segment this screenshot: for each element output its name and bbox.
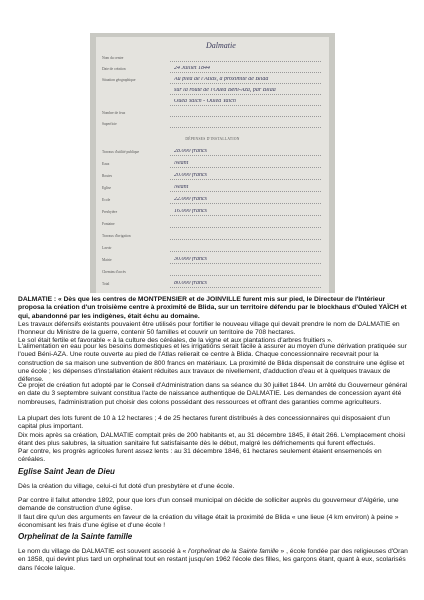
card-info-handwritten-value: sur la route de l'Oued Béni-Aza, par Blida [174, 88, 276, 92]
card-expense-row [96, 183, 329, 195]
card-expense-handwritten-value: 22.000 francs [174, 197, 207, 201]
card-expense-handwritten-value: 28.000 francs [174, 149, 207, 153]
orphanage-text-a: Le nom du village de DALMATIE est souvent associé à « [18, 548, 189, 555]
card-expense-row [96, 255, 329, 267]
card-expense-row [96, 147, 329, 159]
card-expense-handwritten-value: Néant [174, 185, 189, 189]
archive-card [96, 37, 329, 293]
lots-text: La plupart des lots furent de 10 à 12 hectares ; 4 de 25 hectares furent distribués à des concessionnaires qui disposaient d'un capital plus important. [18, 415, 390, 431]
card-expense-row [96, 159, 329, 171]
card-expense-label: Eaux [102, 162, 110, 166]
card-expense-label: Presbytère [102, 210, 118, 214]
paragraph-lots [18, 415, 408, 465]
card-expense-dotted-line [170, 239, 321, 240]
card-expense-dotted-line [170, 263, 321, 264]
card-expense-dotted-line [170, 251, 321, 252]
orphanage-name: l'orphelinat de la Sainte famille [188, 548, 279, 555]
church-text: Par contre il fallut attendre 1892, pour que lors d'un conseil municipal on décide de solliciter auprès du gouverneur d'Algérie, une demande de construction d'une église. [18, 497, 399, 513]
card-expense-dotted-line [170, 275, 321, 276]
card-expense-dotted-line [170, 287, 321, 288]
paragraph-orphanage [18, 548, 408, 573]
card-expense-dotted-line [170, 155, 321, 156]
card-info-label: Nombre de feux [102, 111, 126, 115]
card-info-dotted-line [170, 127, 321, 128]
intro-text-2: Les travaux défensifs existants pouvaient être utilisés pour fortifier le nouveau village qui devait prendre le nom de DALMATIE en l'honneur du Ministre de la guerre, contenir 50 familles et couvrir un territoire de 708 hectares. [18, 320, 400, 337]
card-info-dotted-line [170, 105, 321, 106]
card-expense-row [96, 195, 329, 207]
card-expense-dotted-line [170, 227, 321, 228]
card-info-dotted-line [170, 83, 321, 84]
heading-church: Eglise Saint Jean de Dieu [18, 467, 115, 476]
card-info-handwritten-value: 24 Juillet 1844 [174, 66, 210, 70]
card-expense-handwritten-value: 30.000 francs [174, 257, 207, 261]
card-expense-dotted-line [170, 191, 321, 192]
card-expense-label: Fontaine [102, 222, 115, 226]
card-expense-row [96, 231, 329, 243]
card-info-handwritten-value: Oued Yaïch - Ouled Yaïch [174, 99, 236, 103]
card-section-heading: DÉPENSES D'INSTALLATION [185, 137, 240, 141]
card-expense-dotted-line [170, 167, 321, 168]
orphanage-text-b: » , école fondée par des religieuses d'Oran en 1858, qui devint plus tard un orphelinat tout en restant jusqu'en 1962 l'école des filles, les garçons étant, quant à eux, scolarisés dans l'école laïque. [18, 548, 408, 572]
card-expense-label: Total [102, 282, 110, 286]
card-expense-label: École [102, 198, 111, 202]
card-header [96, 37, 329, 51]
card-info-dotted-line [170, 61, 321, 62]
paragraph-church [18, 497, 408, 530]
heading-orphanage: Orphelinat de la Sainte famille [18, 532, 133, 541]
card-expense-handwritten-value: Néant [174, 161, 189, 165]
card-expense-row [96, 279, 329, 291]
card-info-label: Situation géographique [102, 78, 136, 82]
card-expense-row [96, 219, 329, 231]
card-expense-dotted-line [170, 203, 321, 204]
card-expense-row [96, 171, 329, 183]
paragraph-intro [18, 296, 408, 346]
card-expense-label: Travaux d'irrigation [102, 234, 131, 238]
card-expense-handwritten-value: 80.000 francs [174, 281, 207, 285]
card-expense-row [96, 243, 329, 255]
card-expense-label: Chemins d'accès [102, 270, 126, 274]
archive-scan-image [90, 33, 335, 293]
paragraph-project: Ce projet de création fut adopté par le Conseil d'Administration dans sa séance du 30 juillet 1844. Un arrêté du Gouverneur général en date du 3 septembre suivant constitua l'acte de naissance authentique de DALMATIE. Les demandes de concession ayant été nombreuses, l'administration put choisir des colons possédant des ressources et offrant des garanties comme agriculteurs. [18, 382, 408, 406]
agriculture-text: Par contre, les progrès agricoles furent assez lents : au 31 décembre 1846, 61 hectares seulement étaient ensemencés en céréales. [18, 448, 382, 464]
card-info-row [96, 119, 329, 131]
card-expense-handwritten-value: 20.000 francs [174, 173, 207, 177]
card-expense-dotted-line [170, 215, 321, 216]
intro-text-3: Le sol était fertile et favorable « à la culture des céréales, de la vigne et aux plantations d'arbres fruitiers ». [18, 337, 333, 345]
card-info-dotted-line [170, 72, 321, 73]
card-title-handwritten: Dalmatie [206, 41, 236, 50]
population-text: Dix mois après sa création, DALMATIE comptait près de 200 habitants et, au 31 décembre 1845, il était 266. L'emplacement choisi étant des plus salubres, la situation sanitaire fut satisfaisante dès le début, malgré les défrichements qui furent effectués. [18, 431, 405, 447]
card-expense-label: Église [102, 186, 111, 190]
card-expense-label: Travaux d'utilité publique [102, 150, 140, 154]
paragraph-presbytery: Dès la création du village, celui-ci fut doté d'un presbytère et d'une école. [18, 483, 235, 490]
card-expense-label: Mairie [102, 258, 112, 262]
card-info-label: Date de création [102, 67, 126, 71]
card-info-dotted-line [170, 94, 321, 95]
card-info-label: Superficie [102, 122, 117, 126]
card-expense-row [96, 267, 329, 279]
intro-lead: DALMATIE [18, 296, 53, 303]
card-expense-dotted-line [170, 179, 321, 180]
card-expense-label: Routes [102, 174, 112, 178]
card-info-handwritten-value: Au pied de l'Atlas, à proximité de Blida [174, 77, 269, 81]
paragraph-water: L'alimentation en eau pour les besoins domestiques et les irrigations serait facile à assurer au moyen d'une dérivation pratiquée sur l'oued Béni-AZA. Une route ouverte au pied de l'Atlas relierait ce centre à Blida. Chaque concessionnaire recevrait pour la construction de sa maison une subvention de 800 francs en matériaux. La proximité de Blida dispensait de construire une église et une école ; les dépenses d'installation étaient réduites aux travaux de nivellement, d'adduction d'eau et à quelques travaux de défense. [18, 343, 407, 384]
card-expense-row [96, 207, 329, 219]
card-info-label: Nom du centre [102, 56, 124, 60]
church-text-2: Il faut dire qu'un des arguments en faveur de la création du village était la proximité de Blida « une lieue (4 km environ) à peine » économisant les frais d'une église et d'une école ! [18, 513, 399, 529]
card-expense-handwritten-value: 16.000 francs [174, 209, 207, 213]
card-info-dotted-line [170, 116, 321, 117]
card-expense-label: Lavoir [102, 246, 112, 250]
intro-text: : « Dès que les centres de MONTPENSIER et de JOINVILLE furent mis sur pied, le Directeur de l'Intérieur proposa la création d'un troisième centre à proximité de Blida, sur un territoire défendu par le blockhaus d'Ouled YAÏCH et qui, abandonné par les indigènes, était échu au domaine. [18, 296, 407, 320]
